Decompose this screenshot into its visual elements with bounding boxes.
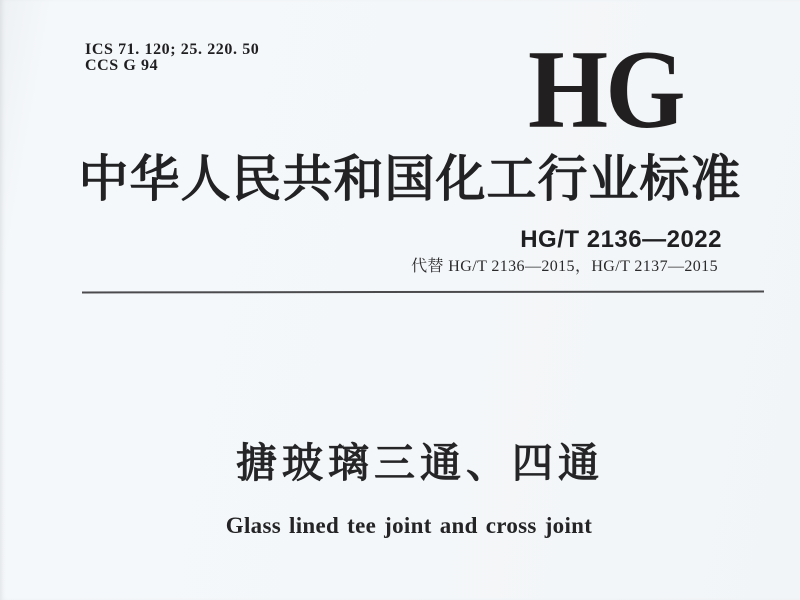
replaces-line: 代替 HG/T 2136—2015，HG/T 2137—2015	[411, 258, 718, 275]
document-title-english: Glass lined tee joint and cross joint	[225, 513, 593, 538]
ccs-code: CCS G 94	[85, 57, 159, 74]
document-title-chinese: 搪玻璃三通、四通	[236, 440, 604, 486]
ics-code: ICS 71. 120; 25. 220. 50	[85, 41, 260, 58]
header-divider	[82, 291, 764, 294]
classification-codes	[85, 42, 259, 74]
hg-logo: HG	[528, 28, 683, 152]
standard-number: HG/T 2136—2022	[520, 226, 722, 253]
standard-org-title: 中华人民共和国化工行业标准	[78, 151, 742, 207]
